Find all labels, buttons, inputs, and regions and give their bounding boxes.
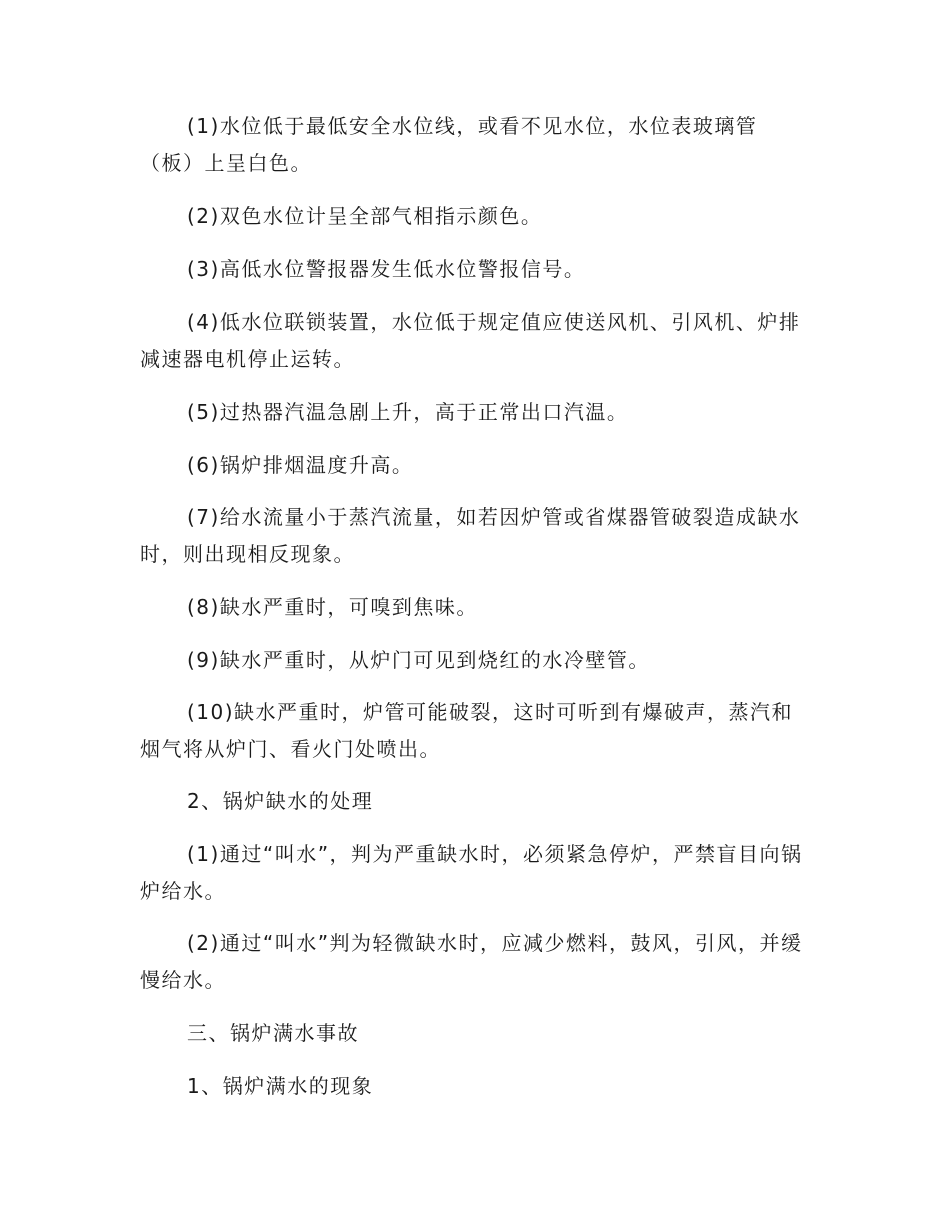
paragraph-handling-2: (2)通过“叫水”判为轻微缺水时，应减少燃料，鼓风，引风，并缓慢给水。 — [140, 931, 803, 992]
section-heading-overflow-accident: 三、锅炉满水事故 — [187, 1021, 359, 1045]
paragraph-item-3: (3)高低水位警报器发生低水位警报信号。 — [187, 257, 586, 281]
paragraph-item-1: (1)水位低于最低安全水位线，或看不见水位，水位表玻璃管（板）上呈白色。 — [140, 114, 758, 175]
paragraph-item-4: (4)低水位联锁装置，水位低于规定值应使送风机、引风机、炉排减速器电机停止运转。 — [140, 310, 801, 371]
paragraph-item-7: (7)给水流量小于蒸汽流量，如若因炉管或省煤器管破裂造成缺水时，则出现相反现象。 — [140, 505, 801, 566]
paragraph-item-6: (6)锅炉排烟温度升高。 — [187, 453, 414, 477]
paragraph-handling-1: (1)通过“叫水”，判为严重缺水时，必须紧急停炉，严禁盲目向锅炉给水。 — [140, 842, 803, 903]
section-heading-handling: 2、锅炉缺水的处理 — [187, 789, 374, 813]
paragraph-item-10: (10)缺水严重时，炉管可能破裂，这时可听到有爆破声，蒸汽和烟气将从炉门、看火门处喷出。 — [140, 700, 794, 761]
paragraph-item-8: (8)缺水严重时，可嗅到焦味。 — [187, 595, 478, 619]
paragraph-item-5: (5)过热器汽温急剧上升，高于正常出口汽温。 — [187, 400, 629, 424]
paragraph-item-9: (9)缺水严重时，从炉门可见到烧红的水冷壁管。 — [187, 648, 650, 672]
section-heading-overflow-symptoms: 1、锅炉满水的现象 — [187, 1074, 374, 1098]
paragraph-item-2: (2)双色水位计呈全部气相指示颜色。 — [187, 204, 543, 228]
